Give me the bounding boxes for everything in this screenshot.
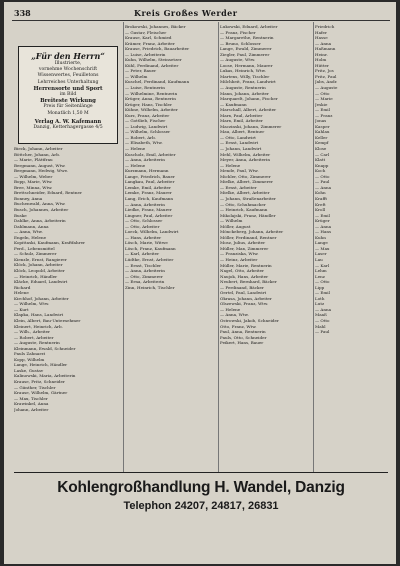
- directory-entry: Mosz, Julius, Arbeiter: [220, 240, 266, 246]
- directory-entry: — Auguste: [315, 85, 338, 91]
- directory-entry: — Franz, Fischer: [220, 29, 256, 35]
- ad-line: Verlag A. W. Kafemann: [34, 118, 102, 125]
- directory-entry: Krause, Wilhelm, Gärtner: [14, 390, 68, 396]
- column-divider: [218, 22, 219, 472]
- directory-entry: Mehl, Wilhelm, Arbeiter: [220, 151, 271, 157]
- column-1: [14, 146, 122, 412]
- directory-entry: — Luise, Arbeiterin: [125, 51, 166, 57]
- directory-entry: Müller, Marie, Rentnerin: [220, 262, 272, 268]
- directory-entry: Mielke, Albert, Arbeiter: [220, 190, 270, 196]
- directory-entry: — Franziska, Wtw.: [220, 251, 259, 257]
- directory-entry: Pauls Zahnarzt: [14, 351, 46, 357]
- directory-entry: Lösch, Franz, Kaufmann: [125, 245, 176, 251]
- directory-entry: Loose, Hermann, Maurer: [220, 62, 273, 68]
- directory-entry: — Helene: [125, 162, 146, 168]
- directory-entry: Mann, Johann, Arbeiter: [220, 90, 269, 96]
- directory-entry: — Karl: [315, 262, 330, 268]
- directory-entry: Lange, Heinrich, Händler: [14, 362, 68, 368]
- directory-entry: Kahlau: [315, 129, 330, 135]
- directory-entry: Koch: [315, 168, 326, 174]
- directory-entry: Friedrich: [315, 24, 335, 29]
- directory-entry: Hasse: [315, 35, 328, 41]
- directory-entry: Kreft: [315, 201, 326, 207]
- column-3: [220, 24, 312, 346]
- directory-entry: — Wilh., Arbeiter: [14, 329, 50, 335]
- directory-entry: Jeskie: [315, 101, 328, 107]
- directory-entry: — Luise, Rentnerin: [125, 85, 165, 91]
- directory-entry: Kalinowski, Maria, Arbeiterin: [14, 373, 76, 379]
- directory-entry: Laser: [315, 251, 327, 257]
- directory-entry: Buske: [14, 212, 27, 218]
- ad-line: Herrensorte und Sport: [33, 85, 103, 92]
- directory-entry: Lange: [315, 240, 328, 246]
- directory-entry: Heinr.: [315, 51, 328, 57]
- directory-entry: Kopittaski, Kaufmann, Kraftfahrer: [14, 240, 85, 246]
- column-2: [125, 24, 217, 290]
- directory-entry: — Günther, Tischler: [14, 384, 56, 390]
- column-divider: [123, 22, 124, 472]
- ad-line: Preis für Seitenlänge: [43, 104, 93, 110]
- page-title: Kreis Großes Werder: [134, 8, 238, 18]
- directory-entry: — Wilhelmine, Rentnerin: [125, 90, 178, 96]
- directory-entry: — Wilhelm, Weber: [14, 173, 53, 179]
- ad-line: Danzig, Ketterhagergasse 4/5: [33, 125, 103, 131]
- directory-entry: Lukas, Heinrich, Wtw.: [220, 68, 266, 74]
- directory-entry: Jabs, Andr.: [315, 79, 338, 85]
- directory-entry: — Otto, Arbeiter: [125, 223, 160, 229]
- directory-entry: Krause, Friedrich, Bauarbeiter: [125, 46, 190, 52]
- directory-entry: — Margarethe, Rentnerin: [220, 35, 274, 41]
- column-divider: [313, 22, 314, 472]
- directory-entry: — Gottlieb, Fischer: [125, 118, 166, 124]
- directory-entry: — Franz: [315, 112, 333, 118]
- directory-entry: — Marie, Plättfrau: [14, 157, 53, 163]
- directory-entry: Knapp: [315, 162, 329, 168]
- directory-entry: Lange, Ewald, Zimmerer: [220, 46, 272, 52]
- directory-entry: — Kurt: [14, 306, 29, 312]
- directory-entry: Klein, Albert, Bau-Unternehmer: [14, 317, 81, 323]
- directory-entry: Krüger, Anna, Rentnerin: [125, 96, 176, 102]
- directory-entry: Kopp, Wilhelm: [14, 356, 45, 362]
- directory-entry: — Anna, Wtw.: [14, 229, 43, 235]
- directory-entry: Johann, Arbeiter: [14, 406, 49, 412]
- directory-entry: — Johann, Straßenarbeiter: [220, 195, 276, 201]
- directory-entry: Kuhn: [315, 234, 326, 240]
- directory-entry: — Paul: [315, 329, 330, 335]
- directory-entry: Hafer: [315, 29, 327, 35]
- directory-entry: Marx, Emil, Arbeiter: [220, 118, 263, 124]
- directory-entry: Krüger, Hans, Tischler: [125, 101, 172, 107]
- directory-entry: — Anna, Arbeiterin: [125, 157, 165, 163]
- advertisement-box: [18, 46, 118, 144]
- directory-entry: Kläcke, Eduard, Landwirt: [14, 279, 68, 285]
- directory-entry: Keller: [315, 134, 328, 140]
- directory-entry: Engeln, Helene: [14, 234, 47, 240]
- directory-entry: — Johann, Landwirt: [220, 146, 262, 152]
- directory-entry: — Heinrich, Händler: [14, 273, 58, 279]
- directory-entry: — Otto: [315, 173, 330, 179]
- directory-entry: — Kaufmann: [220, 101, 247, 107]
- directory-entry: Marx, Paul, Arbeiter: [220, 112, 263, 118]
- directory-entry: Krause, Fritz, Schneider: [14, 378, 65, 384]
- directory-entry: Haßmann: [315, 46, 336, 52]
- directory-entry: Maczinski, Johann, Zimmerer: [220, 123, 282, 129]
- directory-entry: Möller, Ferdinand, Rentner: [220, 234, 277, 240]
- directory-entry: Lüdtke, Ernst, Arbeiter: [125, 256, 174, 262]
- footer-company: Kohlengroßhandlung H. Wandel, Danzig: [57, 479, 345, 496]
- directory-entry: — Ferdinand, Bäcker: [220, 284, 264, 290]
- directory-entry: Klöck, Leopold, Arbeiter: [14, 268, 65, 274]
- directory-entry: Fritz, Jos: [315, 68, 334, 74]
- directory-entry: Okrasa, Johann, Arbeiter: [220, 295, 272, 301]
- directory-page: [4, 2, 396, 564]
- directory-entry: Hütter: [315, 62, 329, 68]
- directory-entry: Naujok, Hans, Arbeiter: [220, 273, 269, 279]
- directory-entry: Klose: [315, 146, 327, 152]
- directory-entry: — Anna, Wtw.: [220, 312, 249, 318]
- directory-entry: Kasper: [315, 123, 330, 129]
- column-4: [315, 24, 393, 335]
- directory-entry: — Otto, Schuhmacher: [220, 201, 266, 207]
- directory-entry: — Ludwig, Landwirt: [125, 123, 168, 129]
- directory-entry: — Wilhelm: [220, 218, 243, 224]
- directory-entry: — Max: [315, 245, 330, 251]
- directory-entry: Zinn, Heinrich, Tischler: [125, 284, 175, 290]
- ad-line: Illustrierte,: [54, 61, 82, 66]
- directory-entry: Brokowski, Johannes, Bäcker: [125, 24, 186, 29]
- footer-phone: Telephon 24207, 24817, 26831: [123, 500, 279, 512]
- directory-entry: — Heinz, Arbeiter: [220, 256, 258, 262]
- directory-entry: — Paul: [315, 179, 330, 185]
- directory-entry: — Robert, Arb.: [125, 134, 157, 140]
- footer-advertisement: [14, 472, 388, 533]
- directory-entry: Bopp, Marie, Wtw.: [14, 179, 53, 185]
- directory-entry: Krämer, Franz, Arbeiter: [125, 40, 175, 46]
- directory-entry: Dahlmann, Anna: [14, 223, 49, 229]
- directory-entry: Kurz, Franz, Arbeiter: [125, 112, 170, 118]
- directory-entry: Kühl, Ferdinand, Arbeiter: [125, 62, 179, 68]
- directory-entry: Lingner, Paul, Arbeiter: [125, 212, 173, 218]
- directory-entry: Pauls, Otto, Schneider: [220, 334, 267, 340]
- directory-entry: Loth: [315, 295, 325, 301]
- ad-line: vornehme Wochenschrift: [38, 67, 98, 73]
- directory-entry: Lipp: [315, 284, 325, 290]
- directory-entry: Lang, Erich, Kaufmann: [125, 195, 174, 201]
- directory-entry: Marschall, Albert, Arbeiter: [220, 107, 277, 113]
- directory-entry: — Erna, Arbeiterin: [125, 279, 165, 285]
- directory-entry: Krawinkel, Anna: [14, 401, 49, 407]
- directory-entry: Mahl: [315, 323, 326, 329]
- directory-entry: Bergmann, August, Wtw.: [14, 162, 66, 168]
- directory-entry: — Schulz, Zimmerer: [14, 251, 57, 257]
- directory-entry: — Emil: [315, 107, 330, 113]
- directory-entry: Kühne, Wilhelm, Arbeiter: [125, 107, 178, 113]
- directory-entry: Busch, Johannes, Arbeiter: [14, 207, 69, 213]
- directory-entry: Peikert, Hans, Bauer: [220, 340, 264, 346]
- directory-entry: Fritz, Paul: [315, 73, 337, 79]
- ad-line: im Bild: [59, 92, 77, 98]
- directory-entry: — Gustav, Fleischer: [125, 29, 167, 35]
- directory-entry: Lösch, Marie, Witwe: [125, 240, 168, 246]
- directory-entry: Neubert, Bernhard, Bäcker: [220, 279, 277, 285]
- directory-entry: Buchenwald, Anna, Wtw.: [14, 201, 66, 207]
- directory-entry: Marquardt, Johann, Fischer: [220, 96, 278, 102]
- directory-entry: — Heinrich, Kaufmann: [220, 207, 268, 213]
- directory-entry: Mende, Paul, Wtw.: [220, 168, 259, 174]
- directory-entry: — Bruno, Schlosser: [220, 40, 261, 46]
- ad-lines: [19, 61, 117, 131]
- directory-entry: — Auguste, Rentnerin: [220, 85, 266, 91]
- directory-entry: — Wilhelm, Schlosser: [125, 129, 171, 135]
- directory-entry: Nagel, Otto, Arbeiter: [220, 268, 264, 274]
- directory-entry: Kroll: [315, 207, 326, 213]
- directory-entry: Holm: [315, 57, 327, 63]
- directory-entry: Oertel, Paul, Landwirt: [220, 290, 267, 296]
- directory-entry: — Otto: [315, 90, 330, 96]
- directory-entry: — Wilhelm: [125, 73, 148, 79]
- directory-entry: Ziegler, Paul, Zimmerer: [220, 51, 270, 57]
- ad-title: „Für den Herrn“: [31, 51, 105, 61]
- directory-entry: — Elisabeth, Wtw.: [125, 140, 163, 146]
- directory-entry: — Robert, Arbeiter: [14, 334, 54, 340]
- directory-entry: Böttcher, Johann, Arb.: [14, 151, 61, 157]
- page-number: 338: [14, 8, 31, 18]
- directory-entry: Liedke, Franz, Maurer: [125, 207, 172, 213]
- directory-entry: Michler, Otto, Zimmerer: [220, 173, 271, 179]
- directory-entry: Lenz: [315, 273, 325, 279]
- directory-entry: — Anna: [315, 223, 332, 229]
- directory-entry: — Hans: [315, 229, 332, 235]
- directory-entry: Kienzle, Ernst, Rangierer: [14, 256, 67, 262]
- directory-entry: Krüger: [315, 218, 330, 224]
- directory-entry: Möller, August: [220, 223, 251, 229]
- directory-entry: — Wilhelm, Wtw.: [14, 301, 50, 307]
- directory-entry: — Emil: [315, 212, 330, 218]
- directory-entry: Dahlke, Anna, Arbeiterin: [14, 218, 66, 224]
- directory-entry: Langkau, Paul, Arbeiter: [125, 179, 175, 185]
- directory-entry: — Auguste, Wtw.: [220, 57, 256, 63]
- directory-entry: — Hans, Arbeiter: [125, 234, 162, 240]
- directory-entry: Milchheit, Franz, Landwirt: [220, 79, 276, 85]
- directory-entry: Lehm: [315, 268, 327, 274]
- directory-entry: Jonas: [315, 118, 327, 124]
- directory-entry: Ferd., Lebensmittel: [14, 245, 55, 251]
- directory-entry: — Ernst, Tischler: [125, 262, 162, 268]
- directory-entry: Maaß: [315, 312, 327, 318]
- directory-entry: Müller, Max, Zimmerer: [220, 245, 269, 251]
- directory-entry: Kuhn, Wilhelm, Steinsetzer: [125, 57, 182, 63]
- directory-entry: Olszewski, Franz, Wtw.: [220, 301, 269, 307]
- directory-entry: — Helene: [220, 162, 241, 168]
- ad-line: Breiteste Wirkung: [40, 98, 96, 105]
- directory-entry: Kempf: [315, 140, 329, 146]
- directory-entry: Mau, Albert, Rentner: [220, 129, 265, 135]
- directory-entry: Kuschel, Ferdinand, Kaufmann: [125, 79, 190, 85]
- directory-entry: — Max, Tischler: [14, 395, 48, 401]
- directory-entry: Lutz: [315, 301, 325, 307]
- directory-entry: — Ernst, Landwirt: [220, 140, 259, 146]
- directory-entry: Loeck, Wilhelm, Landwirt: [125, 229, 179, 235]
- directory-entry: Krafft: [315, 195, 328, 201]
- directory-entry: — Anna: [315, 306, 332, 312]
- directory-entry: Lukowski, Eduard, Arbeiter: [220, 24, 278, 29]
- directory-entry: Bergmann, Hedwig, Wwe.: [14, 168, 69, 174]
- directory-entry: Kohn: [315, 190, 326, 196]
- directory-entry: Kuscholz, Emil, Arbeiter: [125, 151, 176, 157]
- directory-entry: Helene: [14, 290, 29, 296]
- directory-entry: — Peter, Bauer: [125, 68, 157, 74]
- directory-entry: — Anna, Arbeiterin: [125, 201, 165, 207]
- directory-entry: Otto, Franz, Wtw.: [220, 323, 257, 329]
- directory-entry: Bonney, Anna: [14, 195, 43, 201]
- directory-entry: — Ernst, Arbeiter: [220, 184, 257, 190]
- directory-entry: — Auguste, Rentnerin: [14, 340, 60, 346]
- directory-entry: Kirchhof, Johann, Arbeiter: [14, 295, 69, 301]
- directory-entry: — Otto, Landwirt: [220, 134, 256, 140]
- directory-entry: Lau: [315, 256, 323, 262]
- directory-entry: Bieck, Johann, Arbeiter: [14, 146, 63, 151]
- directory-entry: Meyer, Anna, Arbeiterin: [220, 157, 270, 163]
- directory-entry: — Otto: [315, 279, 330, 285]
- directory-entry: Kurzmann, Hermann: [125, 168, 169, 174]
- directory-entry: Brettschneider, Eduard, Rentner: [14, 190, 82, 196]
- directory-entry: — Anna, Arbeiterin: [125, 268, 165, 274]
- directory-entry: Mönckeberg, Johann, Arbeiter: [220, 229, 284, 235]
- directory-entry: — Helene: [220, 306, 241, 312]
- directory-entry: — Otto: [315, 317, 330, 323]
- directory-entry: Klatt: [315, 157, 326, 163]
- directory-entry: Mielke, Albert, Zimmerer: [220, 179, 273, 185]
- directory-entry: — Otto, Zimmerer: [125, 273, 163, 279]
- directory-entry: — Emil: [315, 290, 330, 296]
- directory-entry: Laske, Gustav: [14, 367, 44, 373]
- directory-entry: Paul, Anna, Rentnerin: [220, 329, 266, 335]
- ad-line: Lehrreiches Unterhaltung: [37, 79, 99, 85]
- directory-entry: Lange, Friedrich, Bauer: [125, 173, 175, 179]
- directory-entry: — Carl: [315, 151, 330, 157]
- directory-entry: Klöck, Johann, Arbeiter: [14, 262, 63, 268]
- directory-entry: — Otto, Schlosser: [125, 218, 163, 224]
- directory-entry: — Anna: [315, 184, 332, 190]
- directory-entry: Klapka, Hans, Landwirt: [14, 312, 64, 318]
- directory-entry: — Anna: [315, 40, 332, 46]
- directory-entry: Richard: [14, 284, 31, 290]
- directory-entry: Ostrowski, Jakob, Schneider: [220, 317, 279, 323]
- directory-entry: Krause, Karl, Schmied: [125, 35, 172, 41]
- directory-entry: Lemke, Emil, Arbeiter: [125, 184, 171, 190]
- directory-entry: — Helene: [125, 146, 146, 152]
- directory-entry: Bree, Minna, Wtw.: [14, 184, 53, 190]
- directory-entry: — Karl, Arbeiter: [125, 251, 160, 257]
- directory-entry: Lemke, Franz, Maurer: [125, 190, 172, 196]
- directory-entry: Martens, Willy, Tischler: [220, 73, 270, 79]
- header-rule: [12, 20, 390, 21]
- directory-entry: Mikolajski, Franz, Händler: [220, 212, 276, 218]
- directory-entry: Kleinert, Heinrich, Arb.: [14, 323, 63, 329]
- ad-line: Wissenwertes, Feuilletons: [37, 73, 99, 79]
- directory-entry: — Marie: [315, 96, 333, 102]
- directory-entry: Kleinmann, Ewald, Schneider: [14, 345, 76, 351]
- ad-line: Monatlich 1,50 M: [47, 110, 89, 116]
